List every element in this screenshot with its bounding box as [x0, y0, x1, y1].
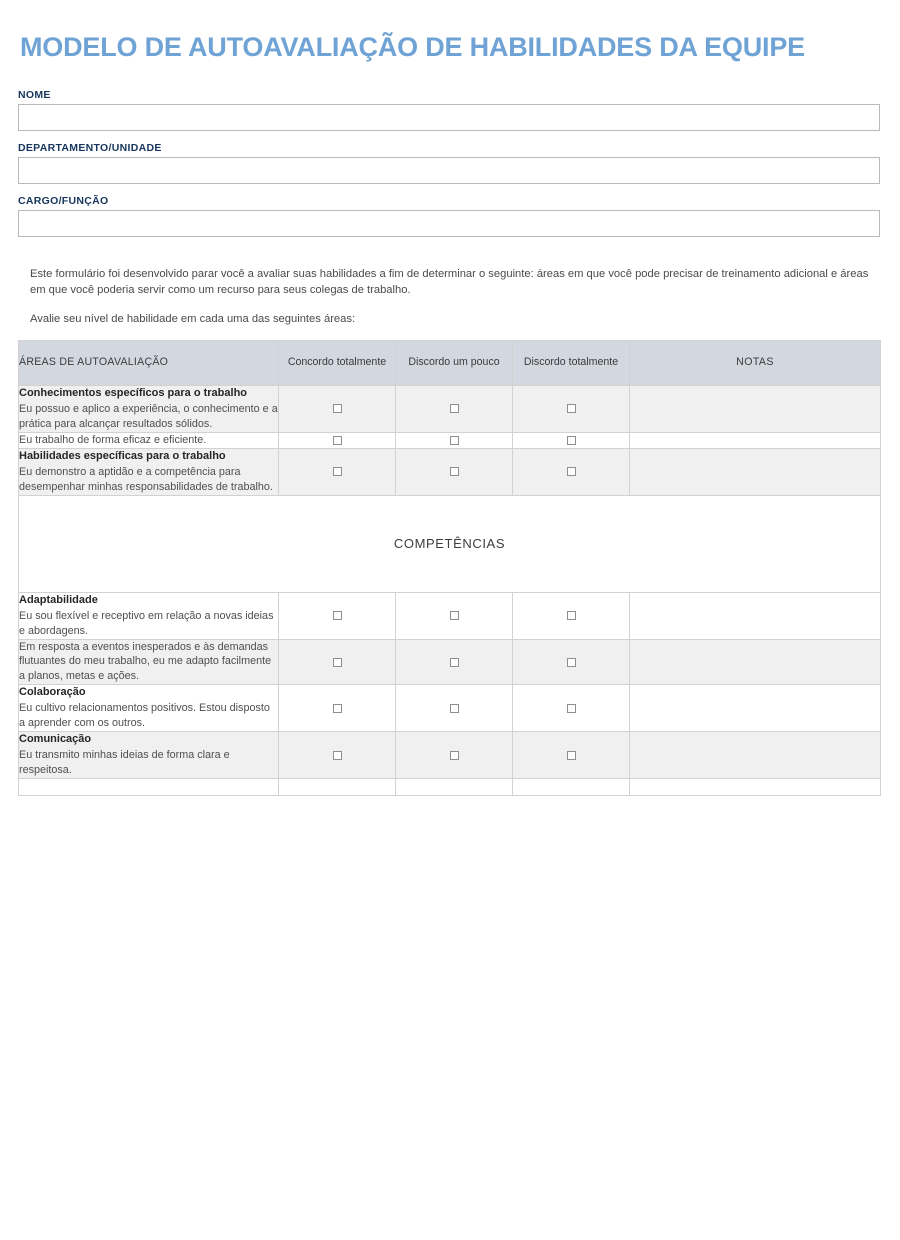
area-title: Conhecimentos específicos para o trabalho	[19, 386, 248, 399]
checkbox-cell[interactable]	[513, 448, 630, 495]
checkbox-discordo-um-pouco[interactable]	[450, 467, 459, 476]
checkbox-cell[interactable]	[396, 432, 513, 448]
column-header-discordo-tot: Discordo totalmente	[513, 340, 630, 385]
checkbox-discordo-um-pouco[interactable]	[450, 436, 459, 445]
table-cell	[513, 779, 630, 796]
column-header-areas: ÁREAS DE AUTOAVALIAÇÃO	[19, 340, 279, 385]
checkbox-cell[interactable]	[396, 685, 513, 732]
identification-form	[0, 89, 900, 237]
checkbox-concordo-totalmente[interactable]	[333, 611, 342, 620]
checkbox-concordo-totalmente[interactable]	[333, 404, 342, 413]
label-cargo: CARGO/FUNÇÃO	[18, 195, 109, 208]
checkbox-cell[interactable]	[279, 685, 396, 732]
checkbox-cell[interactable]	[513, 639, 630, 685]
checkbox-discordo-totalmente[interactable]	[567, 704, 576, 713]
label-departamento: DEPARTAMENTO/UNIDADE	[18, 142, 162, 155]
area-title: Adaptabilidade	[19, 593, 98, 606]
nome-input[interactable]	[18, 104, 880, 131]
assessment-table	[18, 340, 881, 796]
column-header-discordo-um: Discordo um pouco	[396, 340, 513, 385]
area-title: Colaboração	[19, 686, 86, 699]
table-row	[19, 385, 881, 432]
field-block-cargo	[18, 195, 880, 237]
area-cell	[19, 639, 279, 685]
checkbox-cell[interactable]	[513, 592, 630, 639]
column-header-notas: NOTAS	[630, 340, 881, 385]
notes-cell[interactable]	[630, 385, 881, 432]
area-cell	[19, 432, 279, 448]
table-row	[19, 685, 881, 732]
checkbox-cell[interactable]	[279, 432, 396, 448]
area-description: Eu cultivo relacionamentos positivos. Estou disposto a aprender com os outros.	[19, 702, 270, 730]
checkbox-cell[interactable]	[396, 592, 513, 639]
table-row	[19, 639, 881, 685]
checkbox-cell[interactable]	[279, 448, 396, 495]
checkbox-cell[interactable]	[513, 732, 630, 779]
field-block-nome	[18, 89, 880, 131]
notes-cell[interactable]	[630, 432, 881, 448]
checkbox-discordo-totalmente[interactable]	[567, 436, 576, 445]
checkbox-cell[interactable]	[279, 732, 396, 779]
area-description: Eu demonstro a aptidão e a competência para desempenhar minhas responsabilidades de trabalho.	[19, 465, 273, 493]
notes-cell[interactable]	[630, 448, 881, 495]
table-row	[19, 592, 881, 639]
area-cell	[19, 592, 279, 639]
checkbox-cell[interactable]	[513, 432, 630, 448]
intro-text	[0, 267, 900, 328]
area-cell	[19, 732, 279, 779]
table-row	[19, 732, 881, 779]
table-body	[19, 385, 881, 795]
intro-paragraph-2: Avalie seu nível de habilidade em cada uma das seguintes áreas:	[30, 312, 356, 325]
area-description: Eu trabalho de forma eficaz e eficiente.	[19, 433, 207, 446]
area-title: Comunicação	[19, 733, 92, 746]
page-title: MODELO DE AUTOAVALIAÇÃO DE HABILIDADES DA EQUIPE	[20, 32, 805, 63]
cargo-input[interactable]	[18, 210, 880, 237]
checkbox-cell[interactable]	[513, 385, 630, 432]
checkbox-cell[interactable]	[513, 685, 630, 732]
checkbox-concordo-totalmente[interactable]	[333, 704, 342, 713]
section-label: COMPETÊNCIAS	[19, 495, 881, 592]
area-description: Eu sou flexível e receptivo em relação a novas ideias e abordagens.	[19, 609, 274, 637]
checkbox-discordo-totalmente[interactable]	[567, 467, 576, 476]
table-row	[19, 432, 881, 448]
notes-cell[interactable]	[630, 592, 881, 639]
checkbox-cell[interactable]	[396, 732, 513, 779]
checkbox-discordo-totalmente[interactable]	[567, 611, 576, 620]
area-cell	[19, 685, 279, 732]
area-cell	[19, 448, 279, 495]
table-row	[19, 448, 881, 495]
area-cell	[19, 385, 279, 432]
checkbox-cell[interactable]	[396, 448, 513, 495]
table-header-row	[19, 340, 881, 385]
area-description: Em resposta a eventos inesperados e às demandas flutuantes do meu trabalho, eu me adapto facilmente a planos, metas e ações.	[19, 640, 272, 683]
checkbox-discordo-um-pouco[interactable]	[450, 658, 459, 667]
departamento-input[interactable]	[18, 157, 880, 184]
column-header-concordo: Concordo totalmente	[279, 340, 396, 385]
table-cell	[396, 779, 513, 796]
table-section-row	[19, 495, 881, 592]
table-cell	[279, 779, 396, 796]
table-cell	[19, 779, 279, 796]
checkbox-discordo-totalmente[interactable]	[567, 404, 576, 413]
checkbox-cell[interactable]	[279, 639, 396, 685]
checkbox-cell[interactable]	[396, 639, 513, 685]
area-description: Eu transmito minhas ideias de forma clara e respeitosa.	[19, 749, 230, 777]
intro-paragraph-1: Este formulário foi desenvolvido parar você a avaliar suas habilidades a fim de determinar o seguinte: áreas em que você pode precisar de treinamento adicional e áreas em que você poderia servir como um recurso para seus colegas de trabalho.	[30, 268, 869, 297]
notes-cell[interactable]	[630, 732, 881, 779]
checkbox-discordo-um-pouco[interactable]	[450, 404, 459, 413]
document-page	[0, 18, 900, 1240]
label-nome: NOME	[18, 89, 51, 102]
notes-cell[interactable]	[630, 639, 881, 685]
area-title: Habilidades específicas para o trabalho	[19, 449, 226, 462]
checkbox-concordo-totalmente[interactable]	[333, 658, 342, 667]
checkbox-discordo-totalmente[interactable]	[567, 751, 576, 760]
checkbox-cell[interactable]	[396, 385, 513, 432]
table-row	[19, 779, 881, 796]
checkbox-cell[interactable]	[279, 592, 396, 639]
checkbox-concordo-totalmente[interactable]	[333, 436, 342, 445]
checkbox-concordo-totalmente[interactable]	[333, 467, 342, 476]
table-cell	[630, 779, 881, 796]
notes-cell[interactable]	[630, 685, 881, 732]
checkbox-discordo-um-pouco[interactable]	[450, 751, 459, 760]
table-header	[19, 340, 881, 385]
checkbox-discordo-um-pouco[interactable]	[450, 611, 459, 620]
area-description: Eu possuo e aplico a experiência, o conhecimento e a prática para alcançar resultados sólidos.	[19, 403, 278, 430]
field-block-departamento	[18, 142, 880, 184]
checkbox-discordo-totalmente[interactable]	[567, 658, 576, 667]
checkbox-concordo-totalmente[interactable]	[333, 751, 342, 760]
checkbox-cell[interactable]	[279, 385, 396, 432]
assessment-table-wrapper	[18, 340, 880, 796]
checkbox-discordo-um-pouco[interactable]	[450, 704, 459, 713]
